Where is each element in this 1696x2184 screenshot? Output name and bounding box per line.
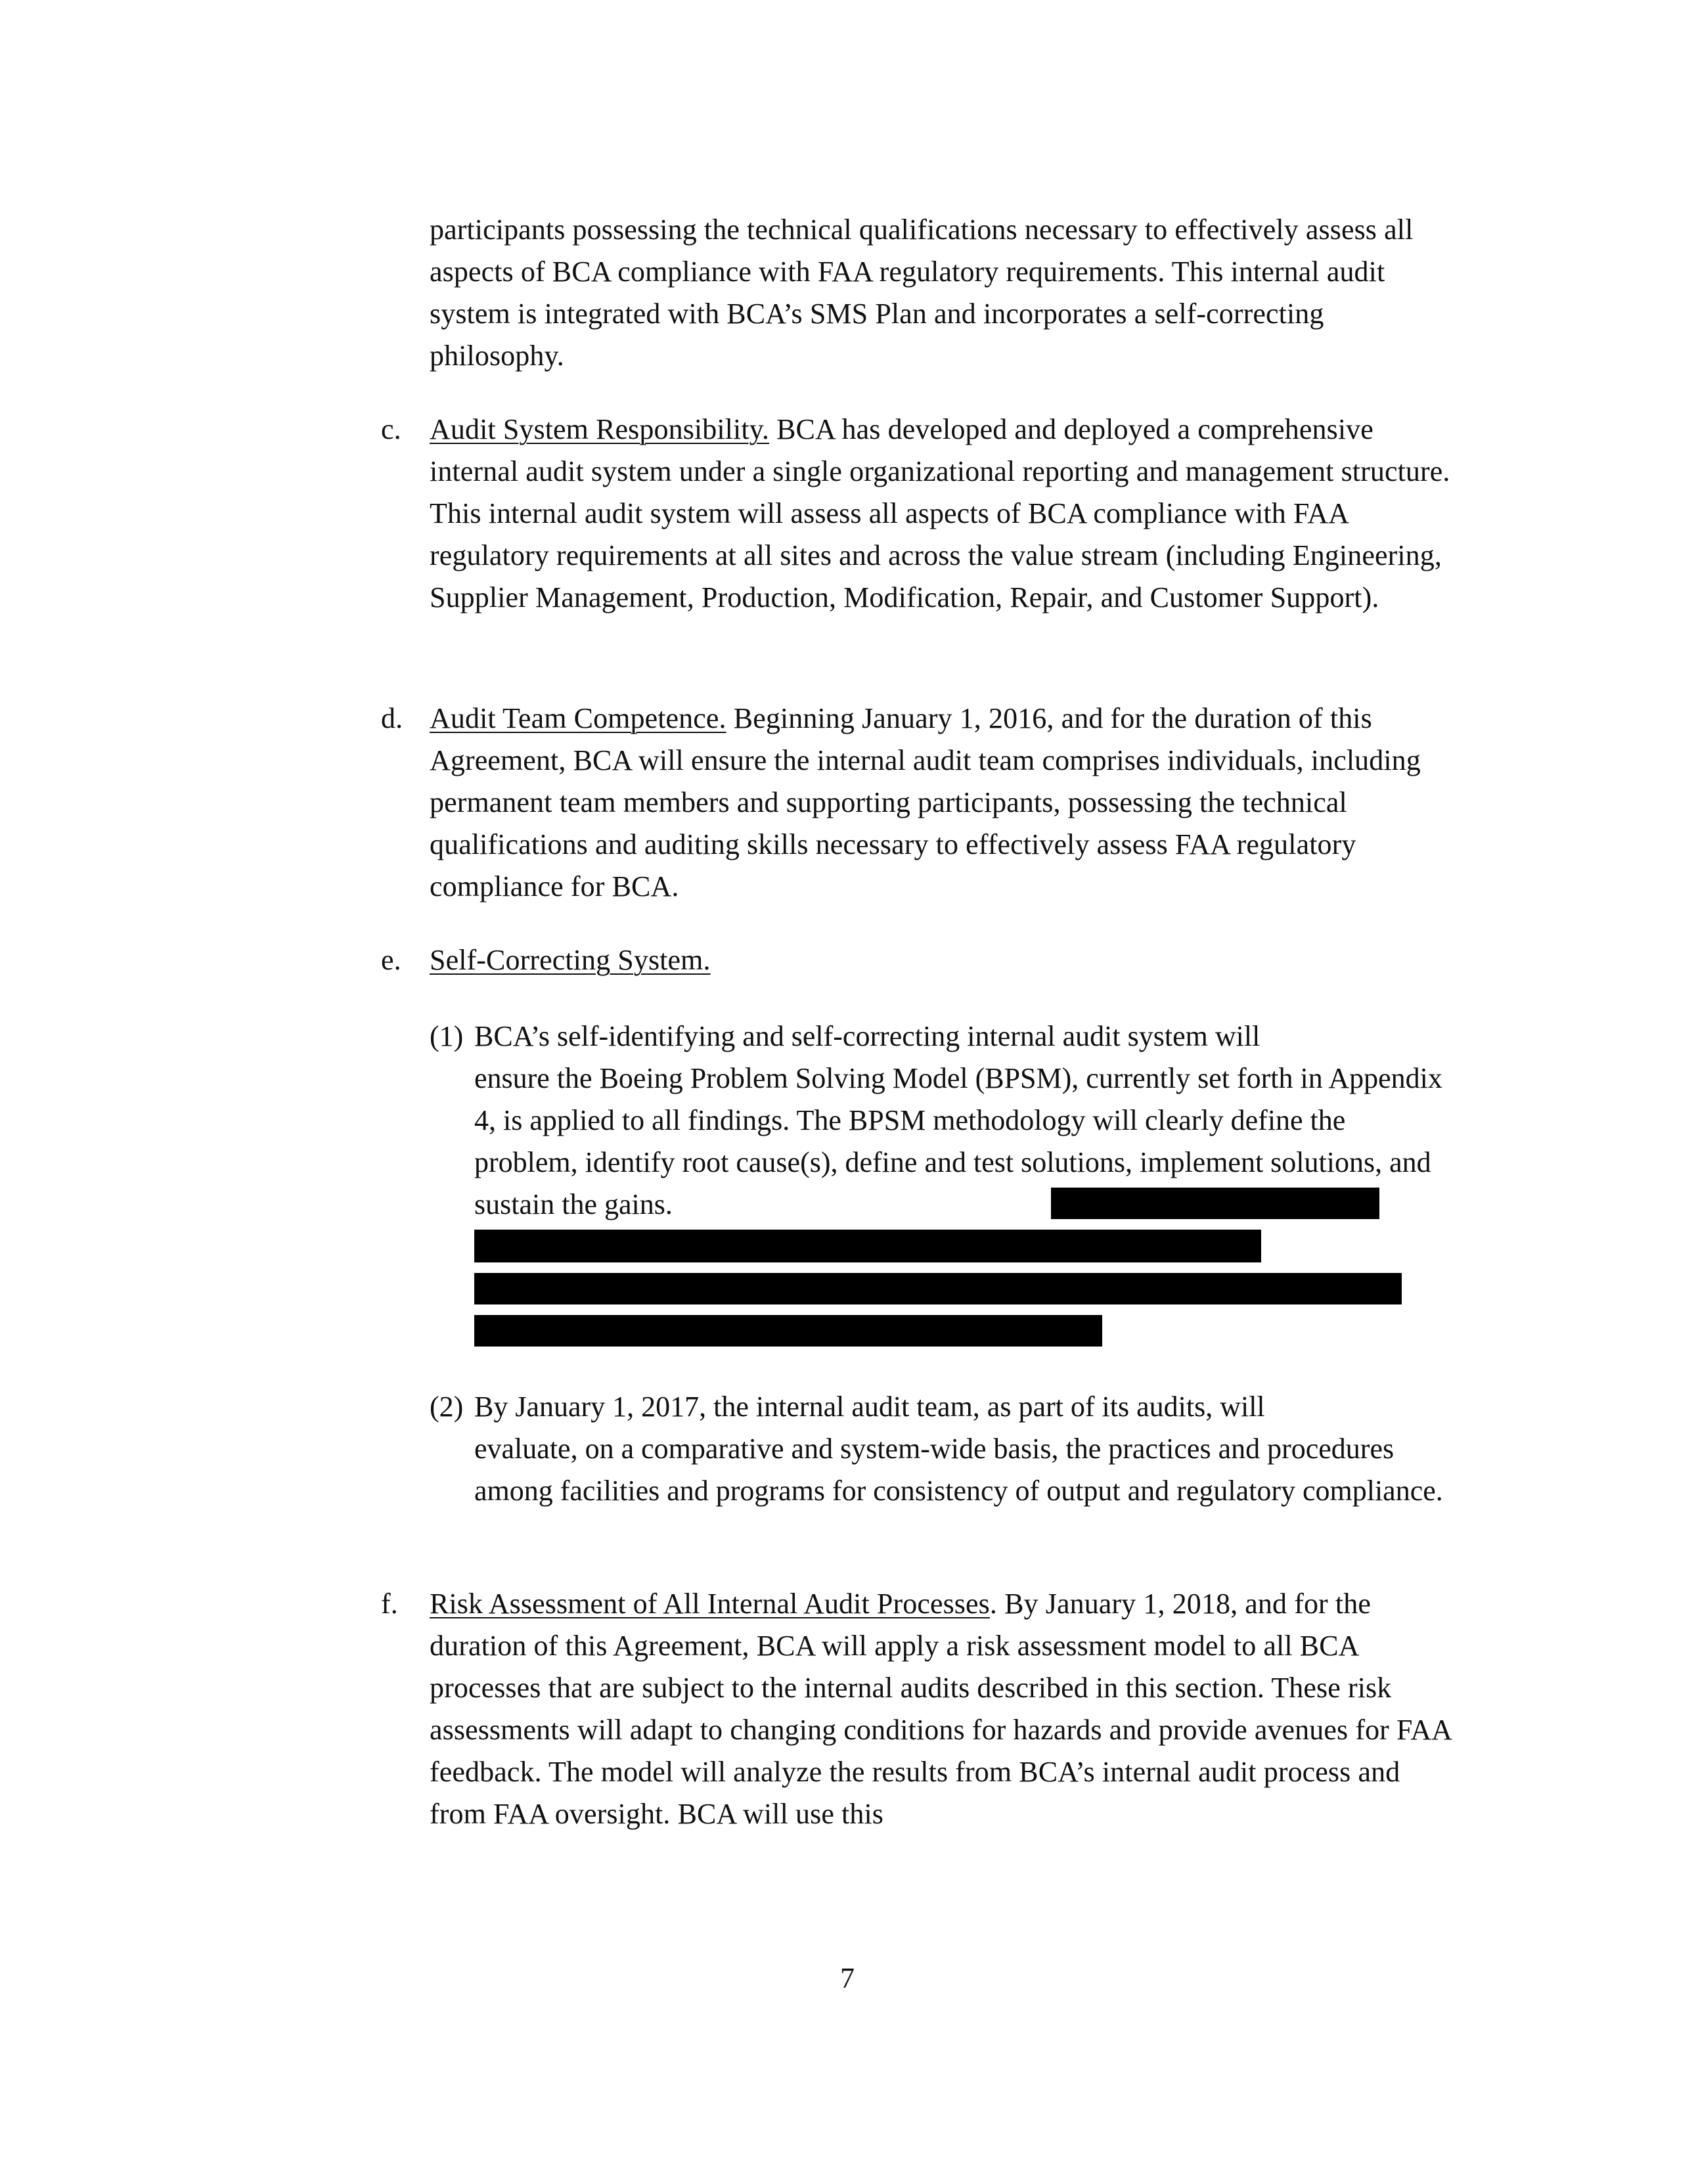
subitem-first-line: By January 1, 2017, the internal audit team, as part of its audits, will bbox=[474, 1391, 1265, 1423]
item-label: f. bbox=[381, 1588, 398, 1620]
redaction-bar bbox=[474, 1273, 1402, 1304]
item-heading: Self-Correcting System. bbox=[430, 944, 711, 976]
page-number: 7 bbox=[840, 1962, 855, 1994]
item-label: c. bbox=[381, 413, 401, 445]
item-body bbox=[430, 409, 1458, 619]
subitem-text: ensure the Boeing Problem Solving Model (BPSM), currently set forth in Appendix 4, is applied to all findings. The BPSM methodology will clearly define the problem, identify root cause(s), define and test solutions, implement solutions, and sustain the gains. bbox=[474, 1062, 1442, 1220]
redaction-bar bbox=[474, 1315, 1102, 1347]
item-text: Beginning January 1, 2016, and for the duration of this Agreement, BCA will ensure the internal audit team comprises individuals, including permanent team members and supporting participants, possessing the technical qualifications and auditing skills necessary to effectively assess FAA regulatory compliance for BCA. bbox=[430, 702, 1421, 903]
intro-paragraph: participants possessing the technical qualifications necessary to effectively assess all aspects of BCA compliance with FAA regulatory requirements. This internal audit system is integrated with BCA’s SMS Plan and incorporates a self-correcting philosophy. bbox=[430, 213, 1414, 372]
item-label: e. bbox=[381, 944, 401, 976]
subitem-label: (2) bbox=[430, 1391, 464, 1423]
item-heading: Audit System Responsibility. bbox=[430, 413, 769, 445]
item-body bbox=[430, 698, 1458, 908]
item-text: . By January 1, 2018, and for the duration of this Agreement, BCA will apply a risk assessment model to all BCA processes that are subject to the internal audits described in this section. These risk assessments will adapt to changing conditions for hazards and provide avenues for FAA feedback. The model will analyze the results from BCA’s internal audit process and from FAA oversight. BCA will use this bbox=[430, 1588, 1451, 1830]
item-heading: Audit Team Competence. bbox=[430, 702, 726, 734]
section-item-e bbox=[381, 939, 1458, 981]
subitem-text: evaluate, on a comparative and system-wide basis, the practices and procedures among facilities and programs for consistency of output and regulatory compliance. bbox=[474, 1433, 1443, 1507]
item-body bbox=[430, 939, 1458, 981]
subitem-first-line: BCA’s self-identifying and self-correcting internal audit system will bbox=[474, 1020, 1261, 1052]
subitem-label: (1) bbox=[430, 1020, 464, 1052]
section-item-c bbox=[381, 409, 1458, 619]
section-item-f bbox=[381, 1583, 1458, 1835]
item-label: d. bbox=[381, 702, 403, 734]
redaction-bar bbox=[1051, 1188, 1379, 1219]
redaction-bar bbox=[474, 1230, 1261, 1262]
subitem-2 bbox=[430, 1386, 1454, 1512]
item-text: BCA has developed and deployed a comprehensive internal audit system under a single organizational reporting and management structure. This internal audit system will assess all aspects of BCA compliance with FAA regulatory requirements at all sites and across the value stream (including Engineering, Supplier Management, Production, Modification, Repair, and Customer Support). bbox=[430, 413, 1450, 613]
item-body bbox=[430, 1583, 1458, 1835]
section-item-d bbox=[381, 698, 1458, 908]
item-heading: Risk Assessment of All Internal Audit Processes bbox=[430, 1588, 990, 1620]
